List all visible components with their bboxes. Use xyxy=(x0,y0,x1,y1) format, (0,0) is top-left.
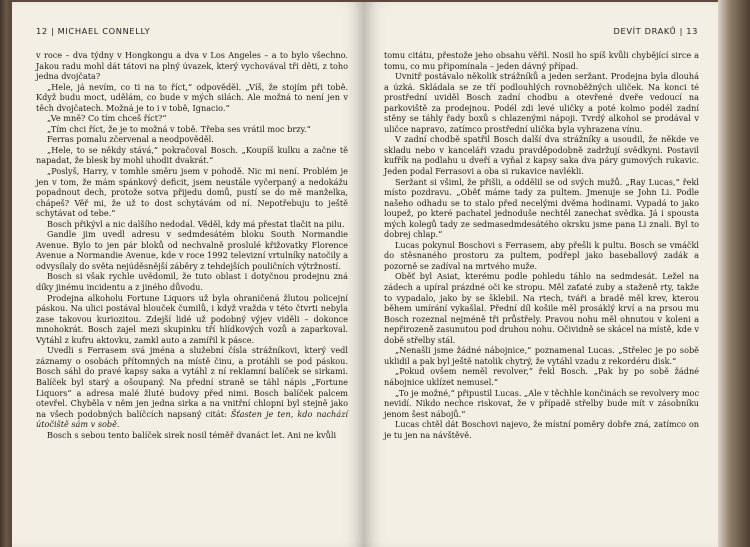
paragraph: „Tím chci říct, že je to možná v tobě. Třeba ses vrátil moc brzy.“ xyxy=(47,123,311,134)
left-page xyxy=(12,2,364,547)
paragraph: „Ve mně? Co tím chceš říct?“ xyxy=(47,113,167,124)
paragraph: Ferras pomalu zčervenal a neodpověděl. xyxy=(47,134,214,145)
paragraph: Uvnitř postávalo několik strážníků a jeden seržant. Prodejna byla dlouhá a úzká. Skládala se ze tří podlouhlých rovnoběžných uliček. Na konci té prostřední uviděl Bosch zadní chodbu a otevřené dveře vedoucí na parkoviště za prodejnou. Podél zdi levé uličky a poté kolmo podél zadní stěny se táhly řady boxů s chlazenými nápoji. Tvrdý alkohol se prodával v uličce napravo, zatímco prostřední ulička byla vyhrazena vínu. xyxy=(384,71,699,134)
matchbook-quote: Šťasten je ten, kdo nachází útočiště sám v sobě. xyxy=(36,408,348,430)
paragraph: „Pokud ovšem neměl revolver,“ řekl Bosch. „Pak by po sobě žádné nábojnice uklízet nemusel.“ xyxy=(384,366,699,387)
right-page xyxy=(364,2,718,547)
paragraph: „Poslyš, Harry, v tomhle směru jsem v pohodě. Nic mi není. Problém je jen v tom, že mám spánkový deficit, jsem neustále vyčerpaný a nedokážu popadnout dech, protože sotva přijedu domů, pustí se do mě manželka, chápeš? Věř mi, že už to dost schytávám od ní. Nepotřebuju to ještě schytávat od tebe.“ xyxy=(36,166,348,219)
left-page-body xyxy=(36,50,348,440)
paragraph: Lucas pokynul Boschovi s Ferrasem, aby přešli k pultu. Bosch se vmáčkl do stěsnaného prostoru za pultem, podřepl jako baseballový zadák a pozorně se zadíval na mrtvého muže. xyxy=(384,239,699,271)
paragraph: V zadní chodbě spatřil Bosch další dva strážníky a usoudil, že někde ve skladu nebo v kanceláři vzadu pravděpodobně zadržují svědkyni. Postavil kufřík na podlahu u dveří a vyňal z kapsy saka dva páry gumových rukavic. Jeden podal Ferrasovi a oba si rukavice navlékli. xyxy=(384,134,699,177)
paragraph: Bosch s sebou tento balíček sirek nosil téměř dvanáct let. Ani ne kvůli xyxy=(47,429,337,440)
paragraph: v roce – dva týdny v Hongkongu a dva v Los Angeles – a to bylo všechno. Jakou radu mohl dát tátovi na plný úvazek, který vychovával tři děti, z toho jedna dvojčata? xyxy=(36,50,348,82)
left-page-header: 12 | MICHAEL CONNELLY xyxy=(36,26,151,36)
paragraph: tomu citátu, přestože jeho obsahu věřil. Nosil ho spíš kvůli chybějící sirce a tomu, co mu připomínala – jeden dávný případ. xyxy=(384,50,699,71)
page-block-edge xyxy=(718,0,750,547)
paragraph: „To je možné,“ připustil Lucas. „Ale v těchhle končinách se revolvery moc nevidí. Nikdo nechce riskovat, že v případě střelby bude mít v zásobníku jenom šest nábojů.“ xyxy=(384,387,699,419)
paragraph: Seržant si všiml, že přišli, a oddělil se od svých mužů. „Ray Lucas,“ řekl místo pozdravu. „Oběť máme tady za pultem. Jmenuje se John Li. Podle našeho odhadu se to stalo před necelými dvěma hodinami. Vypadá to jako loupež, po které pachatel jednoduše nechtěl zanechat svědka. Já i spousta mých kolegů tady ze sedmasedmdesátého okrsku jsme pana Li znali. Byl to dobrej chlap.“ xyxy=(384,176,699,240)
paragraph: Prodejna alkoholu Fortune Liquors už byla ohraničená žlutou policejní páskou. Na ulici postával hlouček čumilů, i když vražda v této čtvrti nebyla zase takovou kuriozitou. Zdejší lidé už podobný výjev viděli – dokonce mnohokrát. Bosch zajel mezi skupinku tří hlídkových vozů a zaparkoval. Vytáhl z kufru aktovku, zamkl auto a zamířil k pásce. xyxy=(36,292,348,345)
paragraph: Gandle jim uvedl adresu v sedmdesátém bloku South Normandie Avenue. Bylo to jen pár bloků od nechvalně proslulé křižovatky Florence Avenue a Normandie Avenue, kde v roce 1992 televizní vrtulníky natočily a odvysílaly do světa nejúděsnější záběry z tehdejších pouličních výtržností. xyxy=(36,229,348,271)
paragraph: „Nenašli jsme žádné nábojnice,“ poznamenal Lucas. „Střelec je po sobě uklidil a pak byl ještě natolik chytrý, že vytáhl vzadu z rekordéru disk.“ xyxy=(384,345,699,366)
paragraph: Lucas chtěl dát Boschovi najevo, že místní poměry dobře zná, zatímco on je tu jen na návštěvě. xyxy=(384,419,699,440)
paragraph-with-quote xyxy=(36,345,348,429)
paragraph: „Hele, to se někdy stává,“ pokračoval Bosch. „Koupíš kulku a začne tě napadat, že blesk by mohl uhodit dvakrát.“ xyxy=(36,144,348,166)
paragraph: Oběť byl Asiat, kterému podle pohledu táhlo na sedmdesát. Ležel na zádech a upíral prázdné oči ke stropu. Měl zaťaté zuby a staženě rty, takže to vypadalo, jako by se šklebil. Na rtech, tváři a bradě měl krev, kterou během umírání vykašlal. Přední díl košile měl prosáklý krví a na prsou mu Bosch rozeznal nejméně tři průstřely. Pravou nohu měl ohnutou v koleni a nepřirozeně zasunutou pod druhou nohu. Očividně se skácel na místě, kde v době střelby stál. xyxy=(384,271,699,345)
paragraph-text: Uvedli s Ferrasem svá jména a služební čísla strážníkovi, který vedl záznamy o osobách přítomných na místě činu, a protáhli se pod páskou. Bosch sáhl do pravé kapsy saka a vytáhl z ní reklamní balíček se sirkami. Balíček byl starý a ošoupaný. Na přední straně se táhl nápis „Fortune Liquors“ a adresa malé žluté budovy před nimi. Bosch balíček palcem otevřel. Chyběla v něm jen jedna sirka a na vnitřní chlopni byl stejně jako na všech podobných balíčcích napsaný citát: xyxy=(36,345,348,419)
paragraph: Bosch přikývl a nic dalšího nedodal. Věděl, kdy má přestat tlačit na pilu. xyxy=(47,218,345,229)
paragraph: „Hele, já nevím, co ti na to říct,“ odpověděl. „Víš, že stojím při tobě. Když budu moct, udělám, co bude v mých silách. Ale možná to není jen v těch dvojčatech. Možná je to i v tobě, Ignacio.“ xyxy=(36,81,348,113)
paragraph: Bosch si však rychle uvědomil, že tuto oblast i dotyčnou prodejnu zná díky jinému incidentu a z jiného důvodu. xyxy=(36,271,348,293)
right-page-body xyxy=(384,50,699,440)
right-page-header: DEVÍT DRAKŮ | 13 xyxy=(613,26,698,36)
